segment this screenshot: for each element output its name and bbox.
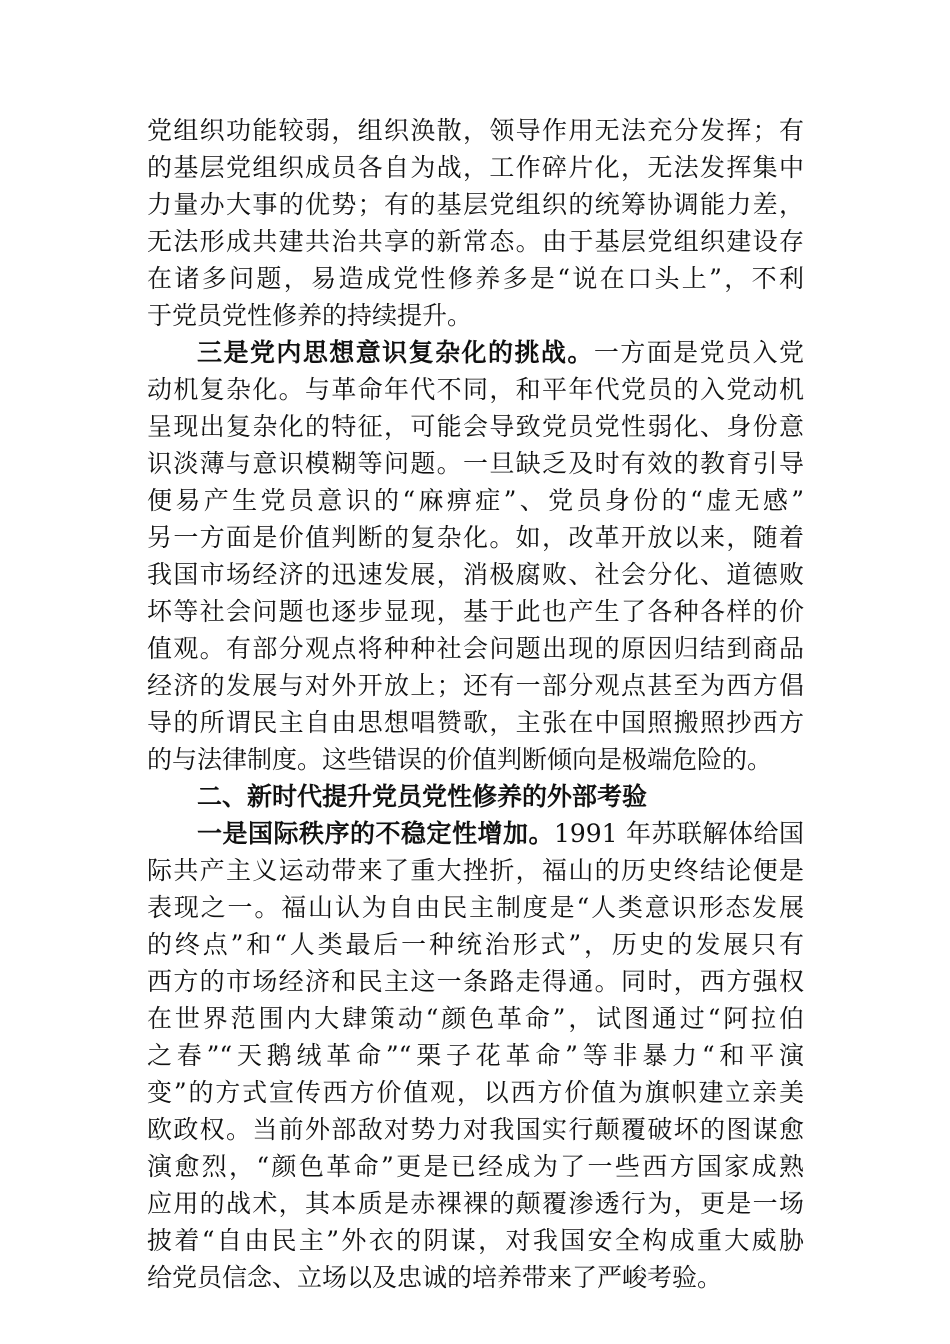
body-line: 坏等社会问题也逐步显现，基于此也产生了各种各样的价 xyxy=(147,597,804,626)
section-heading: 二、新时代提升党员党性修养的外部考验 xyxy=(197,782,648,811)
body-line: 我国市场经济的迅速发展，消极腐败、社会分化、道德败 xyxy=(147,560,804,589)
body-line: 识淡薄与意识模糊等问题。一旦缺乏及时有效的教育引导 xyxy=(147,449,804,478)
body-line: 应用的战术，其本质是赤裸裸的颠覆渗透行为，更是一场 xyxy=(147,1189,804,1218)
body-line: 变”的方式宣传西方价值观，以西方价值为旗帜建立亲美 xyxy=(147,1078,804,1107)
body-line: 无法形成共建共治共享的新常态。由于基层党组织建设存 xyxy=(147,227,804,256)
body-line: 表现之一。福山认为自由民主制度是“人类意识形态发展 xyxy=(147,893,804,922)
body-line: 经济的发展与对外开放上；还有一部分观点甚至为西方倡 xyxy=(147,671,804,700)
body-line: 便易产生党员意识的“麻痹症”、党员身份的“虚无感” xyxy=(147,486,804,515)
paragraph-lead-line xyxy=(147,334,804,371)
body-line: 之春”“天鹅绒革命”“栗子花革命”等非暴力“和平演 xyxy=(147,1041,804,1070)
body-line: 的终点”和“人类最后一种统治形式”，历史的发展只有 xyxy=(147,930,804,959)
lead-line-rest: 一方面是党员入党 xyxy=(593,338,804,367)
body-line: 给党员信念、立场以及忠诚的培养带来了严峻考验。 xyxy=(147,1263,723,1292)
lead-line-rest: 1991 年苏联解体给国 xyxy=(553,819,804,848)
body-line: 另一方面是价值判断的复杂化。如，改革开放以来，随着 xyxy=(147,523,804,552)
body-line: 导的所谓民主自由思想唱赞歌，主张在中国照搬照抄西方 xyxy=(147,708,804,737)
paragraph-lead-line xyxy=(147,815,804,852)
body-line: 披着“自由民主”外衣的阴谋，对我国安全构成重大威胁 xyxy=(147,1226,804,1255)
body-line: 际共产主义运动带来了重大挫折，福山的历史终结论便是 xyxy=(147,856,804,885)
body-line: 于党员党性修养的持续提升。 xyxy=(147,301,473,330)
body-line: 呈现出复杂化的特征，可能会导致党员党性弱化、身份意 xyxy=(147,412,804,441)
body-line: 值观。有部分观点将种种社会问题出现的原因归结到商品 xyxy=(147,634,804,663)
body-line: 在诸多问题，易造成党性修养多是“说在口头上”，不利 xyxy=(147,264,804,293)
body-line: 的与法律制度。这些错误的价值判断倾向是极端危险的。 xyxy=(147,745,773,774)
body-line: 演愈烈，“颜色革命”更是已经成为了一些西方国家成熟 xyxy=(147,1152,804,1181)
body-line: 动机复杂化。与革命年代不同，和平年代党员的入党动机 xyxy=(147,375,804,404)
document-page xyxy=(147,112,804,1296)
bold-lead-phrase: 一是国际秩序的不稳定性增加。 xyxy=(197,819,554,848)
body-line: 在世界范围内大肆策动“颜色革命”，试图通过“阿拉伯 xyxy=(147,1004,804,1033)
body-line: 欧政权。当前外部敌对势力对我国实行颠覆破坏的图谋愈 xyxy=(147,1115,804,1144)
body-line: 力量办大事的优势；有的基层党组织的统筹协调能力差， xyxy=(147,190,804,219)
body-line: 的基层党组织成员各自为战，工作碎片化，无法发挥集中 xyxy=(147,153,804,182)
body-line: 党组织功能较弱，组织涣散，领导作用无法充分发挥；有 xyxy=(147,116,804,145)
body-line: 西方的市场经济和民主这一条路走得通。同时，西方强权 xyxy=(147,967,804,996)
bold-lead-phrase: 三是党内思想意识复杂化的挑战。 xyxy=(197,338,594,367)
